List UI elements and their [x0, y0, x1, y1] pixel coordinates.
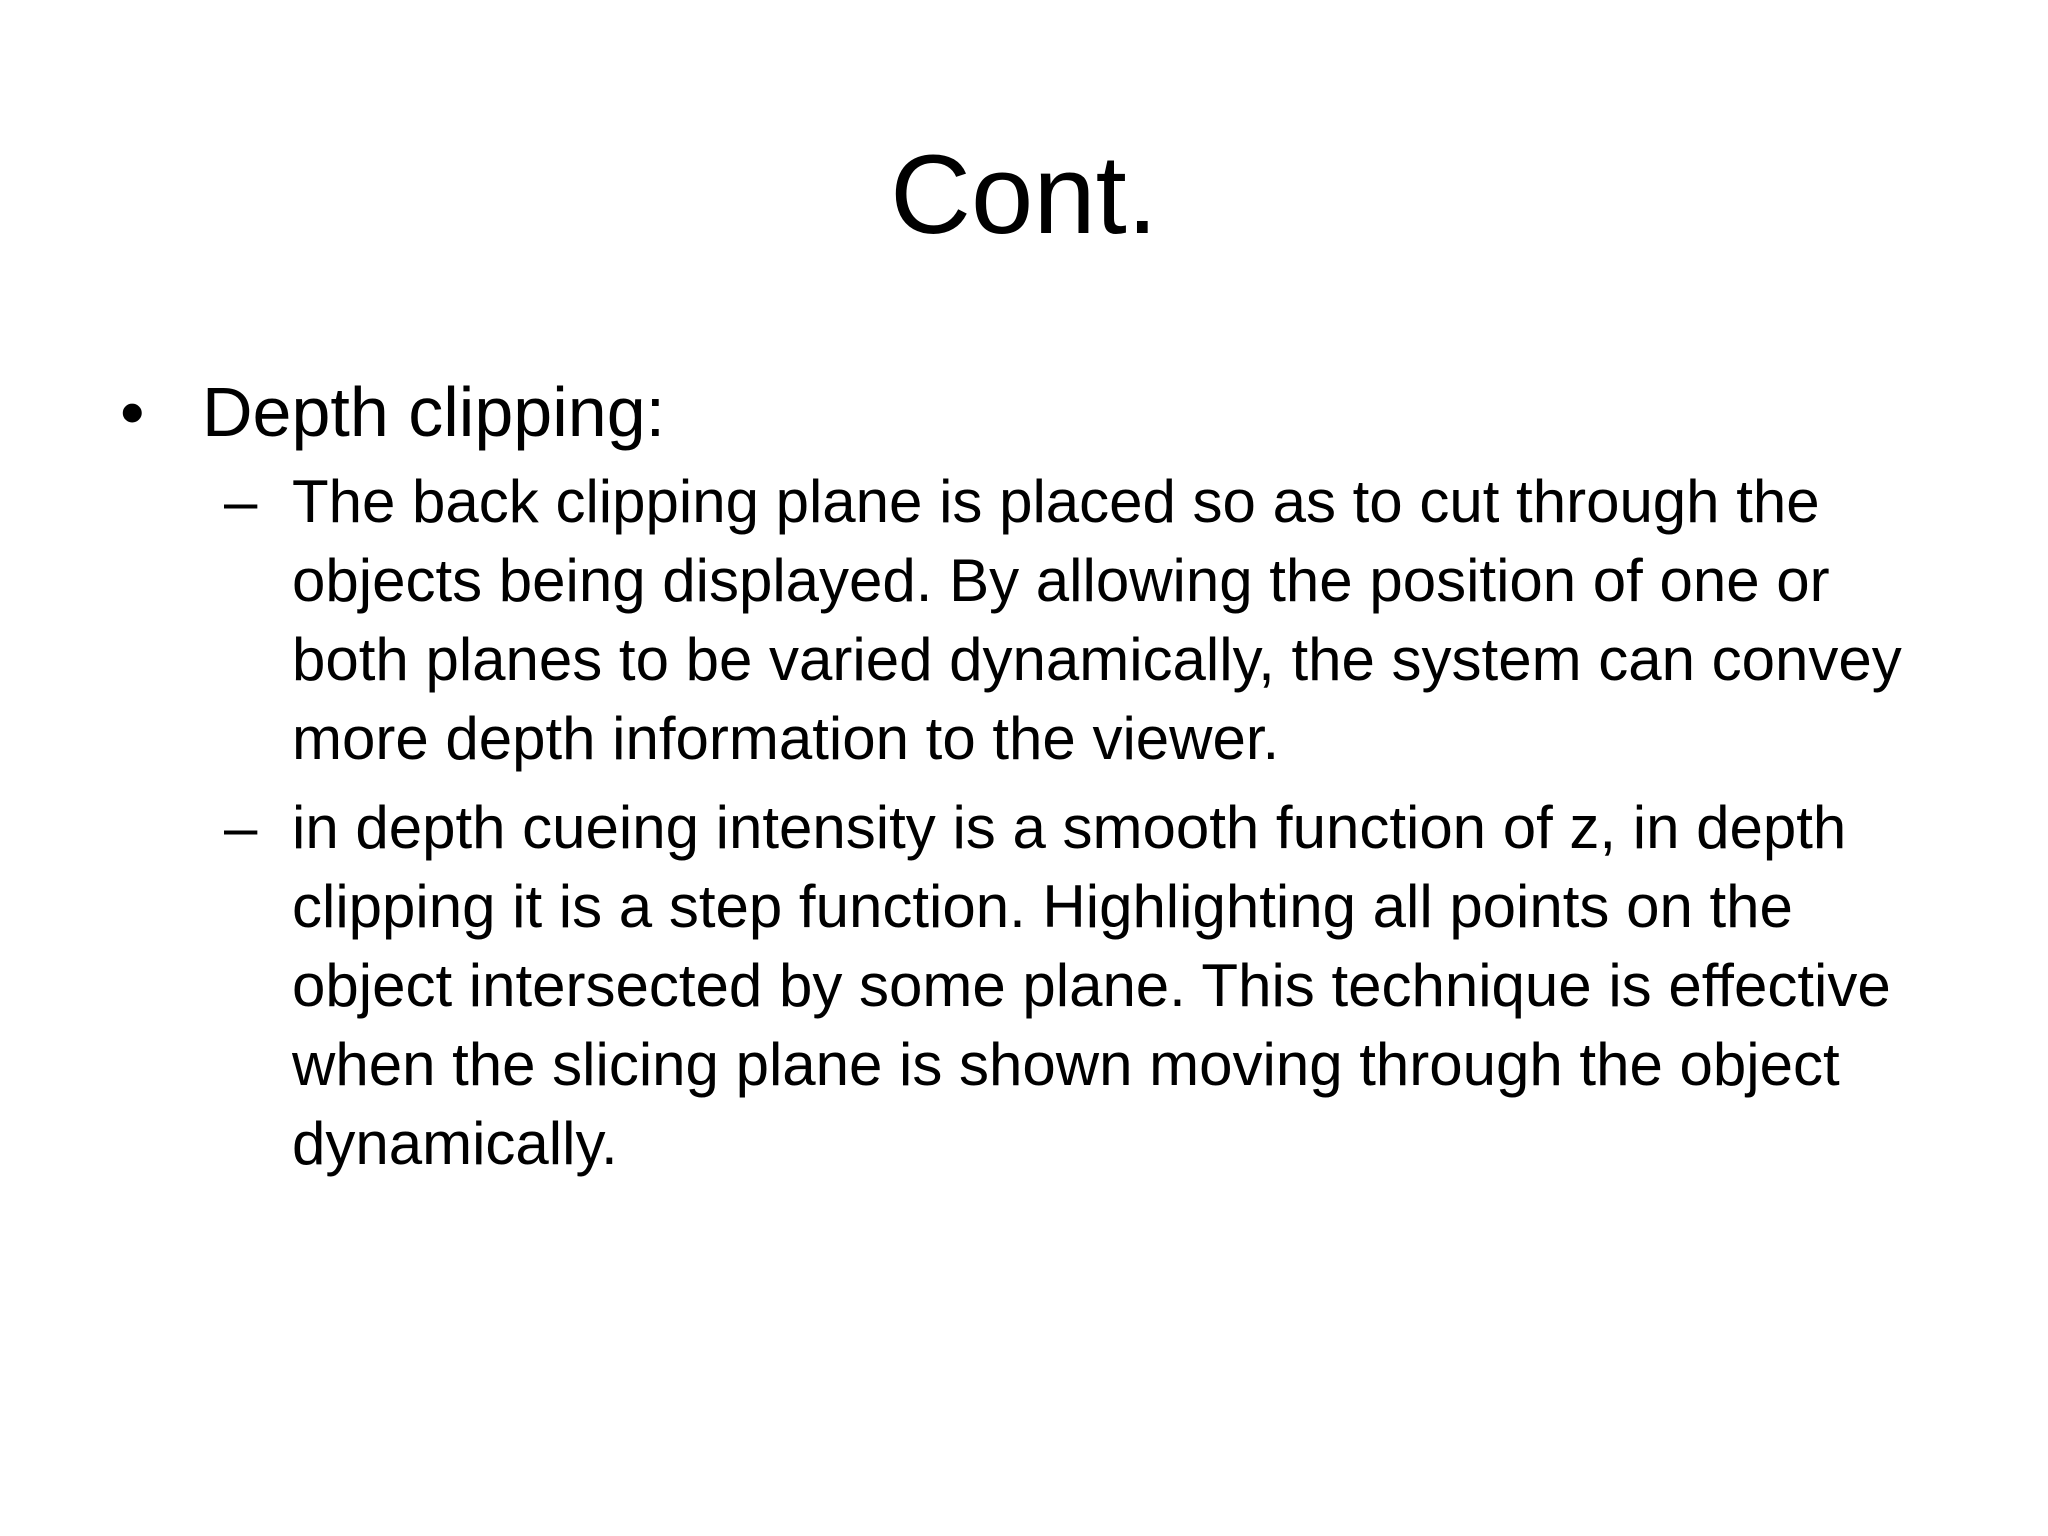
sub-bullet-depth-cueing	[120, 788, 1912, 1183]
dash-icon: –	[224, 794, 258, 861]
slide-title: Cont.	[890, 132, 1158, 257]
sub-bullet-list	[120, 462, 1940, 1183]
bullet-dot-icon: •	[120, 373, 145, 451]
bullet-text: Depth clipping:	[202, 373, 666, 451]
sub-bullet-text: The back clipping plane is placed so as to cut through the objects being displayed. By allowing the position of one or both planes to be varied dynamically, the system can convey more depth information to the viewer.	[292, 468, 1902, 772]
dash-icon: –	[224, 468, 258, 535]
bullet-depth-clipping	[120, 370, 1940, 454]
sub-bullet-back-clipping-plane	[120, 462, 1912, 778]
slide-body	[120, 370, 1940, 1193]
sub-bullet-text: in depth cueing intensity is a smooth function of z, in depth clipping it is a step function. Highlighting all points on the object intersected by some plane. This technique is effective when the slicing plane is shown moving through the object dynamically.	[292, 794, 1891, 1177]
